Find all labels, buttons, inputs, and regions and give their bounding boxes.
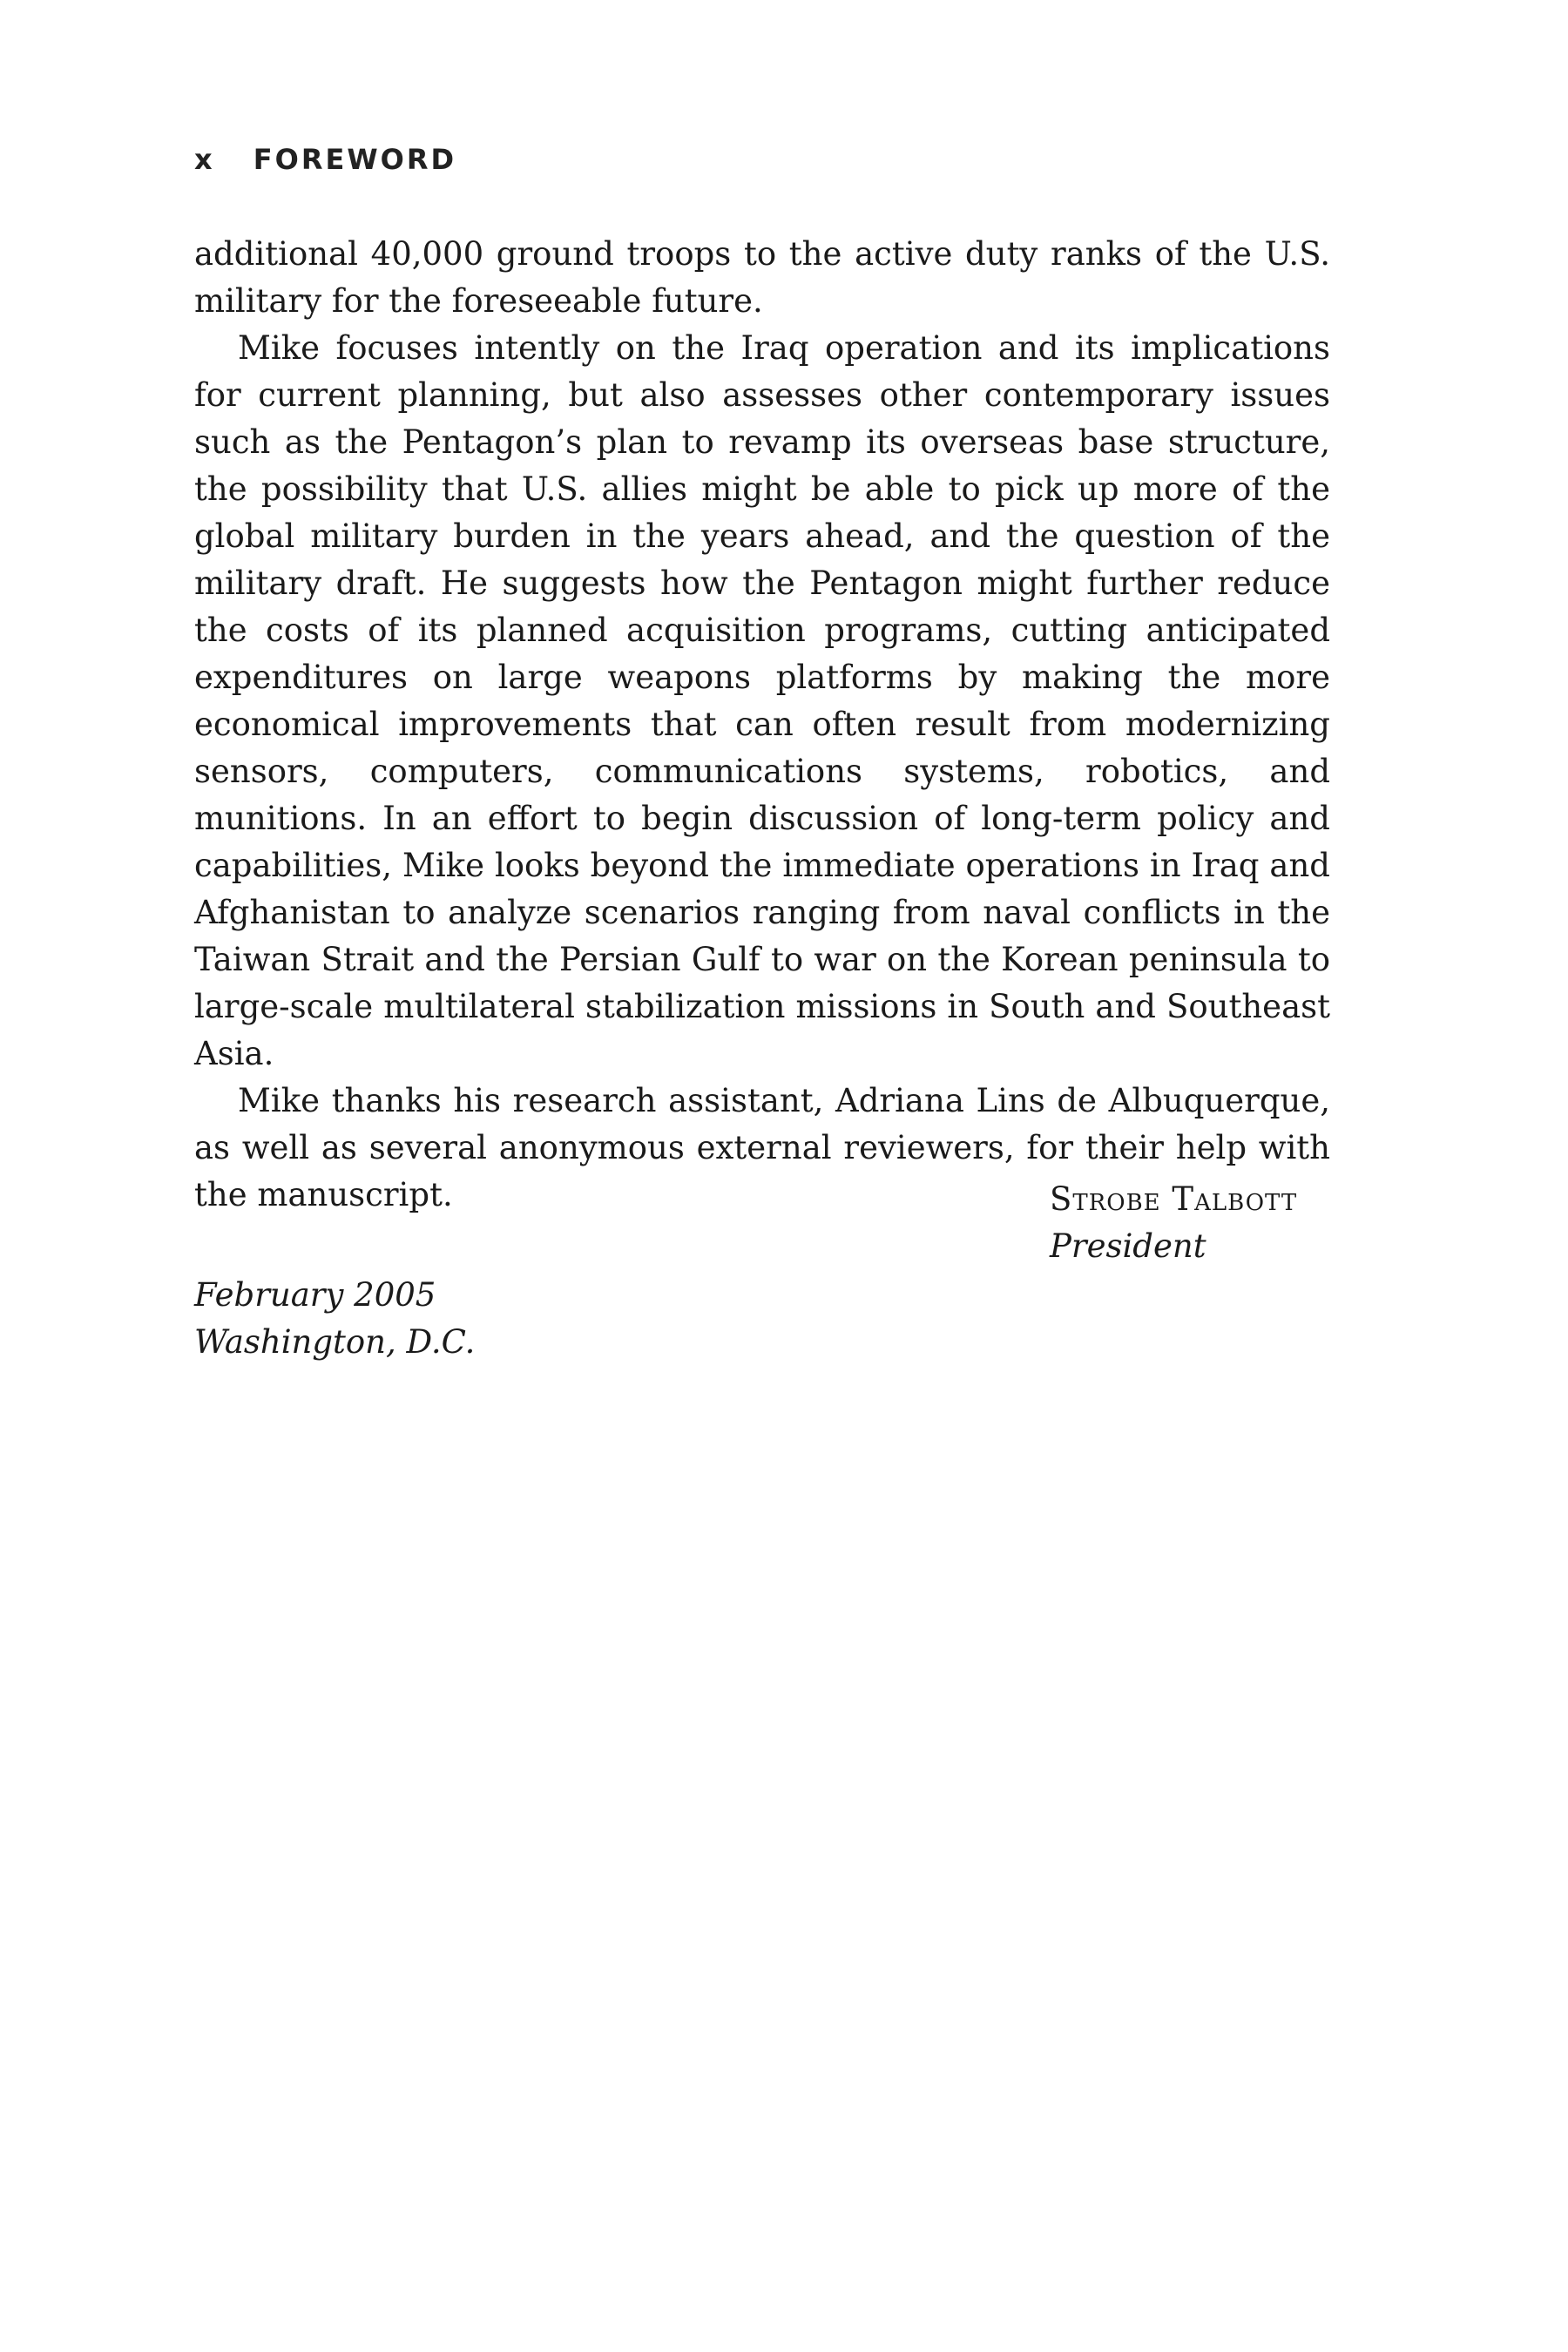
section-title: FOREWORD [253, 143, 457, 176]
dateline-date: February 2005 [194, 1276, 436, 1314]
signature-title: President [1050, 1227, 1206, 1265]
dateline-place: Washington, D.C. [194, 1323, 476, 1361]
paragraph: Mike thanks his research assistant, Adriana Lins de Albuquerque, as well as several anonymous external reviewers, for their help with the manuscript. [194, 1082, 1330, 1213]
signature-block [1050, 1176, 1297, 1270]
paragraph-continued: additional 40,000 ground troops to the active duty ranks of the U.S. military for the foreseeable future. [194, 235, 1330, 320]
dateline [194, 1272, 475, 1366]
signature-name: Strobe Talbott [1050, 1180, 1298, 1218]
running-head [194, 143, 456, 176]
paragraph: Mike focuses intently on the Iraq operation and its implications for current planning, but also assesses other contemporary issues such as the Pentagon’s plan to revamp its overseas base structure, the possibility that U.S. allies might be able to pick up more of the global military burden in the years ahead, and the question of the military draft. He suggests how the Pentagon might further reduce the costs of its planned acquisition programs, cutting anticipated expenditures on large weapons platforms by making the more economical improvements that can often result from modernizing sensors, computers, communications systems, robotics, and munitions. In an effort to begin discussion of long-term policy and capabilities, Mike looks beyond the immediate operations in Iraq and Afghanistan to analyze scenarios ranging from naval conflicts in the Taiwan Strait and the Persian Gulf to war on the Korean peninsula to large-scale multilateral stabilization missions in South and Southeast Asia. [194, 329, 1330, 1072]
body-text [194, 231, 1330, 1219]
page-number: x [194, 143, 215, 176]
